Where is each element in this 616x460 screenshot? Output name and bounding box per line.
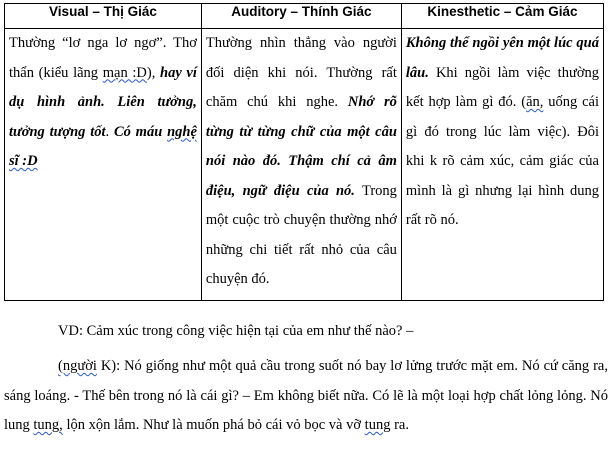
header-kinesthetic: Kinesthetic – Cảm Giác [401, 4, 603, 29]
kinesthetic-squiggle-1: ăn, [526, 94, 544, 110]
visual-bold-2: Có máu [113, 123, 168, 140]
answer-text-2: lộn xộn lắm. Như là muốn phá bỏ cái vỏ bọc và vỡ [62, 417, 365, 433]
kinesthetic-bold-1: Không thể ngồi yên một lúc quá lâu. [405, 35, 599, 81]
header-visual: Visual – Thị Giác [5, 4, 202, 29]
kinesthetic-text-1: Khi ngồi làm việc thường kết hợp làm gì đó. ( [405, 64, 599, 110]
visual-bold-1: hay ví dụ hình ảnh. Liên tưởng, tưởng tượng tốt [9, 64, 197, 140]
answer-text-3: ra. [390, 417, 409, 433]
answer-squiggle-2: tung, [33, 417, 63, 433]
auditory-text-2: Trong một cuộc trò chuyện thường nhớ những chi tiết rất nhỏ của câu chuyện đó. [205, 182, 397, 287]
visual-text-2: ), [146, 64, 160, 81]
cell-auditory [201, 29, 401, 301]
answer-squiggle-3: tung [364, 417, 391, 433]
cell-kinesthetic [401, 29, 603, 301]
table-row [5, 29, 604, 301]
auditory-bold-1: Nhớ rõ từng từ từng chữ của một câu nói nào đó. Thậm chí cả âm điệu, ngữ điệu của nó. [205, 94, 397, 199]
cell-visual [5, 29, 202, 301]
visual-bold-squiggle: nghệ sĩ :D [9, 123, 197, 169]
kinesthetic-text-2: uống cái gì đó trong lúc làm việc). Đôi khi k rõ cảm xúc, cảm giác của mình là gì nhưng lại hình dung rất rõ nó. [405, 94, 599, 228]
visual-text-3: . [105, 123, 114, 140]
visual-squiggle-1: mạn :D [102, 64, 147, 81]
vak-table [4, 3, 604, 301]
table-header-row [5, 4, 604, 29]
answer-text-1: K): Nó giống như một quả cầu trong suốt nó bay lơ lửng trước mặt em. Nó cứ căng ra, sáng loáng. - Thế bên trong nó là cái gì? – Em không biết nữa. Có lẽ là một loại hợp chất lỏng lỏng. Nó lung [4, 358, 608, 433]
example-question: VD: Cảm xúc trong công việc hiện tại của em như thế nào? – [58, 323, 414, 339]
example-answer [4, 352, 608, 441]
header-auditory: Auditory – Thính Giác [201, 4, 401, 29]
visual-text-1: Thường “lơ nga lơ ngơ”. Thơ thẩn (kiểu lãng [9, 35, 197, 81]
auditory-text-1: Thường nhìn thẳng vào người đối diện khi nói. Thường rất chăm chú khi nghe. [205, 35, 397, 110]
answer-squiggle-1: (người [58, 358, 97, 374]
